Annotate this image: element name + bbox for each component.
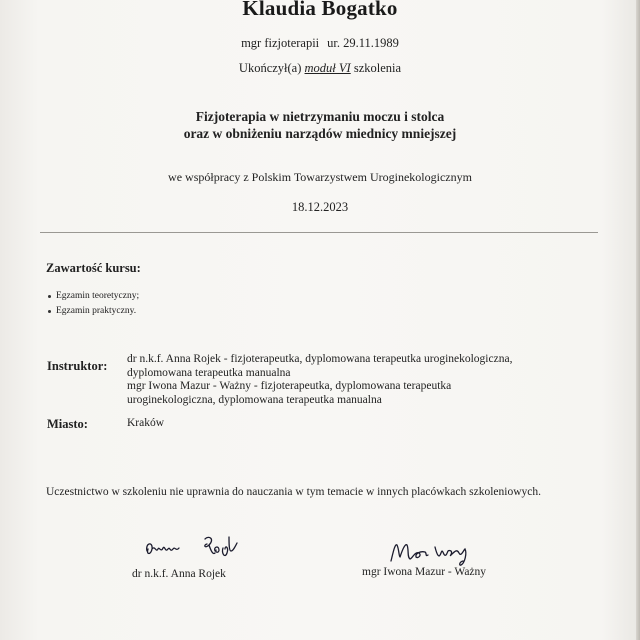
notice-text: Uczestnictwo w szkoleniu nie uprawnia do nauczania w tym temacie w innych placówkach szkoleniowych. xyxy=(46,486,541,498)
instructor-line: dr n.k.f. Anna Rojek - fizjoterapeutka, dyplomowana terapeutka uroginekologiczna, xyxy=(127,353,513,365)
divider xyxy=(40,232,598,233)
city-value: Kraków xyxy=(127,417,165,429)
course-date: 18.12.2023 xyxy=(291,200,349,214)
module-label: moduł VI xyxy=(304,61,351,75)
recipient-name: Klaudia Bogatko xyxy=(242,0,398,20)
instructor-line: dyplomowana terapeutka manualna xyxy=(127,366,291,379)
completed-prefix: Ukończył(a) xyxy=(238,61,302,75)
instructor-text xyxy=(127,353,587,407)
completion-line xyxy=(0,61,640,76)
recipient-degree: mgr fizjoterapii xyxy=(241,36,320,50)
signature-name-right: mgr Iwona Mazur - Ważny xyxy=(362,566,487,578)
content-heading: Zawartość kursu: xyxy=(46,261,141,275)
list-item: Egzamin teoretyczny; xyxy=(48,289,139,304)
instructor-label: Instruktor: xyxy=(47,359,108,373)
recipient-details xyxy=(0,36,640,51)
cooperation-line: we współpracy z Polskim Towarzystwem Uroginekologicznym xyxy=(168,170,472,184)
city-label: Miasto: xyxy=(47,417,88,431)
signature-anna-rojek xyxy=(143,531,253,568)
course-title-line-1: Fizjoterapia w nietrzymaniu moczu i stolca xyxy=(195,109,445,124)
course-title-line-2: oraz w obniżeniu narządów miednicy mniejszej xyxy=(183,126,457,141)
course-title xyxy=(0,108,640,142)
instructor-line: mgr Iwona Mazur - Ważny - fizjoterapeutka, dyplomowana terapeutka xyxy=(127,380,452,393)
content-list xyxy=(48,289,139,319)
instructor-line: uroginekologiczna, dyplomowana terapeutka manualna xyxy=(127,393,382,406)
paper-edge xyxy=(636,0,640,640)
recipient-birth: ur. 29.11.1989 xyxy=(327,36,399,50)
completed-suffix: szkolenia xyxy=(353,61,402,75)
list-item: Egzamin praktyczny. xyxy=(48,304,139,319)
signature-name-left: dr n.k.f. Anna Rojek xyxy=(132,568,226,580)
